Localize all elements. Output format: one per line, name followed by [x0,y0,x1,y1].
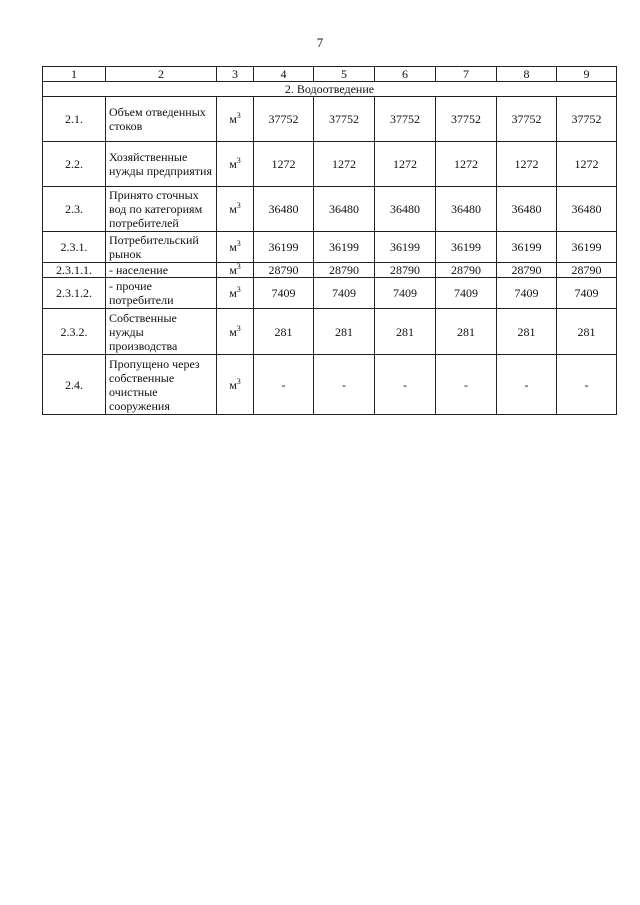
unit-cell: $м^3$ [217,97,254,142]
value-cell: 281 [436,309,497,355]
value-cell: 281 [557,309,617,355]
value-cell: 28790 [557,263,617,278]
value-cell: 1272 [254,142,314,187]
value-cell: 28790 [375,263,436,278]
unit-cell: $м^3$ [217,187,254,232]
value-cell: - [497,355,557,415]
column-number-cell: 9 [557,67,617,82]
row-number: 2.1. [43,97,106,142]
value-cell: 1272 [557,142,617,187]
row-name: Объем отведенных стоков [106,97,217,142]
value-cell: 281 [375,309,436,355]
unit-cell: $м^3$ [217,355,254,415]
value-cell: 1272 [436,142,497,187]
value-cell: - [557,355,617,415]
value-cell: 36480 [254,187,314,232]
value-cell: 37752 [436,97,497,142]
table-row [43,309,617,355]
value-cell: 1272 [497,142,557,187]
value-cell: 36199 [375,232,436,263]
value-cell: - [375,355,436,415]
column-number-cell: 4 [254,67,314,82]
row-number: 2.2. [43,142,106,187]
value-cell: 36480 [314,187,375,232]
value-cell: 37752 [314,97,375,142]
value-cell: 28790 [497,263,557,278]
value-cell: 7409 [314,278,375,309]
value-cell: 1272 [314,142,375,187]
value-cell: 36480 [497,187,557,232]
value-cell: 37752 [557,97,617,142]
page-number: 7 [316,35,324,50]
unit-cell: $м^3$ [217,232,254,263]
column-number-cell: 2 [106,67,217,82]
table-row [43,263,617,278]
column-number-cell: 7 [436,67,497,82]
column-number-cell: 6 [375,67,436,82]
value-cell: 7409 [497,278,557,309]
unit-cell: $м^3$ [217,263,254,278]
value-cell: 36480 [375,187,436,232]
value-cell: 36199 [314,232,375,263]
value-cell: 28790 [314,263,375,278]
value-cell: 1272 [375,142,436,187]
unit-cell: $м^3$ [217,142,254,187]
value-cell: 36199 [557,232,617,263]
row-name: - население [106,263,217,278]
value-cell: - [436,355,497,415]
row-number: 2.3.2. [43,309,106,355]
table-row [43,355,617,415]
row-number: 2.3.1.2. [43,278,106,309]
value-cell: 7409 [557,278,617,309]
value-cell: 36480 [557,187,617,232]
value-cell: 36199 [497,232,557,263]
column-number-row [43,67,617,82]
value-cell: 281 [497,309,557,355]
table-row [43,97,617,142]
column-number-cell: 1 [43,67,106,82]
value-cell: 7409 [254,278,314,309]
section-title-row [43,82,617,97]
row-name: Пропущено через собственные очистные сооружения [106,355,217,415]
value-cell: 36480 [436,187,497,232]
row-name: Принято сточных вод по категориям потребителей [106,187,217,232]
value-cell: 281 [254,309,314,355]
value-cell: 36199 [436,232,497,263]
row-number: 2.3.1. [43,232,106,263]
value-cell: 28790 [436,263,497,278]
value-cell: - [314,355,375,415]
row-name: Хозяйственные нужды предприятия [106,142,217,187]
column-number-cell: 3 [217,67,254,82]
value-cell: 36199 [254,232,314,263]
value-cell: - [254,355,314,415]
value-cell: 37752 [497,97,557,142]
value-cell: 7409 [436,278,497,309]
row-number: 2.3.1.1. [43,263,106,278]
row-number: 2.4. [43,355,106,415]
row-name: Потребительский рынок [106,232,217,263]
row-name: Собственные нужды производства [106,309,217,355]
unit-cell: $м^3$ [217,278,254,309]
column-number-cell: 5 [314,67,375,82]
water-disposal-table [42,66,617,415]
value-cell: 28790 [254,263,314,278]
value-cell: 37752 [254,97,314,142]
unit-cell: $м^3$ [217,309,254,355]
value-cell: 37752 [375,97,436,142]
table-row [43,187,617,232]
section-title: 2. Водоотведение [43,82,617,97]
row-number: 2.3. [43,187,106,232]
table-row [43,142,617,187]
table-row [43,278,617,309]
column-number-cell: 8 [497,67,557,82]
value-cell: 7409 [375,278,436,309]
row-name: - прочие потребители [106,278,217,309]
table-row [43,232,617,263]
value-cell: 281 [314,309,375,355]
